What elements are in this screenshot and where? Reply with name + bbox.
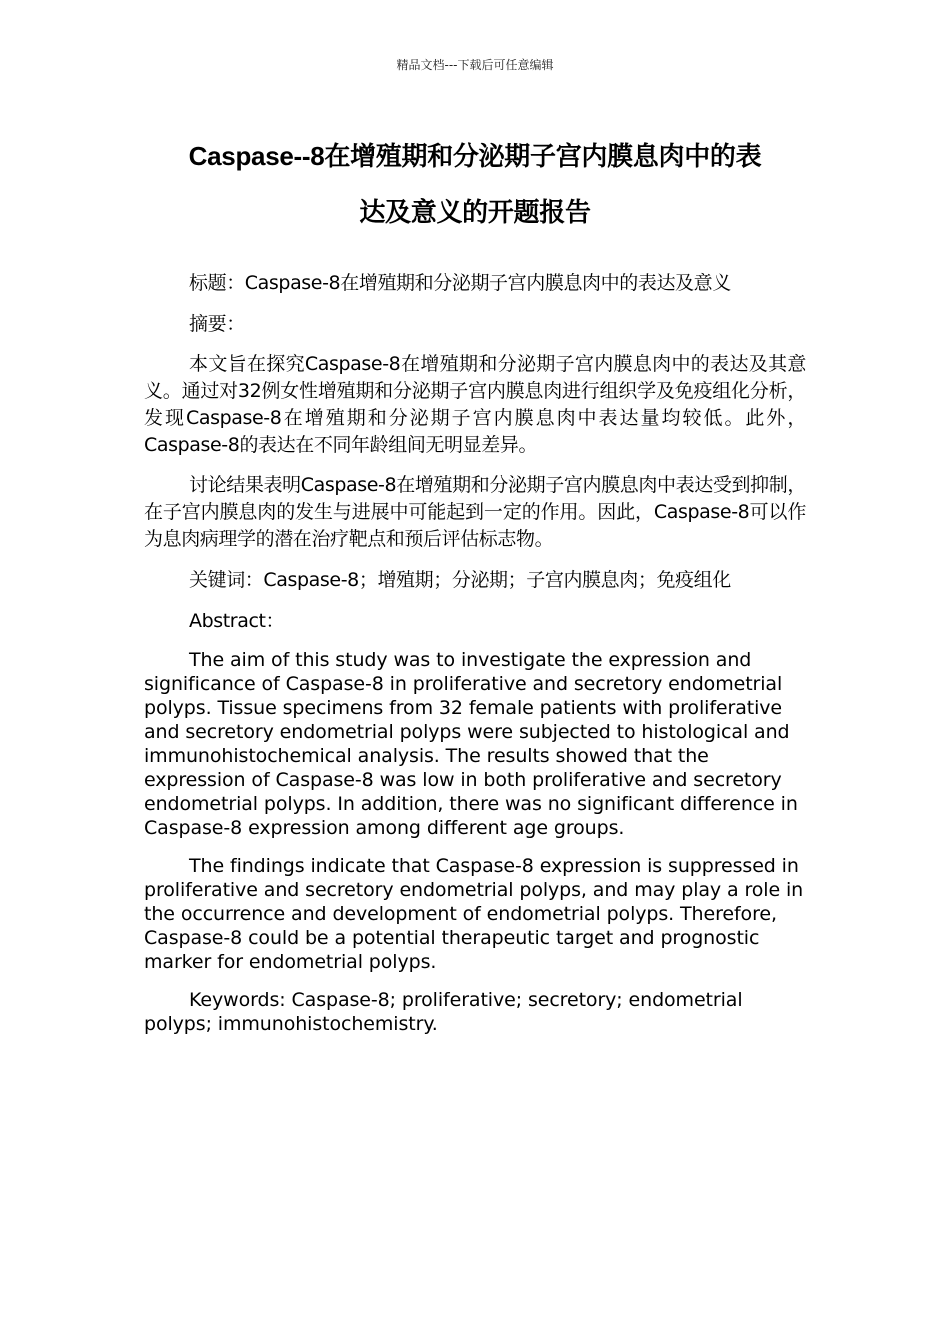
document-body [144, 269, 806, 1050]
document-title-line-1: Caspase--8在增殖期和分泌期子宫内膜息肉中的表 [188, 141, 762, 171]
keywords-cn: 关键词：Caspase-8；增殖期；分泌期；子宫内膜息肉；免疫组化 [189, 569, 731, 591]
keywords-en: Keywords: Caspase-8; proliferative; secretory; endometrial polyps; immunohistochemistry. [144, 989, 743, 1035]
abstract-label-en: Abstract： [189, 610, 285, 632]
abstract-label-cn: 摘要： [189, 313, 245, 335]
abstract-en-paragraph-2: The findings indicate that Caspase-8 expression is suppressed in proliferative and secretory endometrial polyps, and may play a role in the occurrence and development of endometrial polyps. Therefore, Caspase-8 could be a potential therapeutic target and prognostic marker for endometrial polyps. [144, 855, 804, 973]
document-title-line-2: 达及意义的开题报告 [359, 197, 591, 227]
abstract-cn-paragraph-2: 讨论结果表明Caspase-8在增殖期和分泌期子宫内膜息肉中表达受到抑制，在子宫内膜息肉的发生与进展中可能起到一定的作用。因此，Caspase-8可以作为息肉病理学的潜在治疗靶点和预后评估标志物。 [144, 474, 806, 550]
page-header-note: 精品文档---下载后可任意编辑 [396, 58, 554, 72]
abstract-en-paragraph-1: The aim of this study was to investigate the expression and significance of Caspase-8 in proliferative and secretory endometrial polyps. Tissue specimens from 32 female patients with proliferative and secretory endometrial polyps were subjected to histological and immunohistochemical analysis. The results showed that the expression of Caspase-8 was low in both proliferative and secretory endometrial polyps. In addition, there was no significant difference in Caspase-8 expression among different age groups. [144, 649, 798, 839]
title-statement: 标题：Caspase-8在增殖期和分泌期子宫内膜息肉中的表达及意义 [189, 272, 731, 294]
abstract-cn-paragraph-1: 本文旨在探究Caspase-8在增殖期和分泌期子宫内膜息肉中的表达及其意义。通过对32例女性增殖期和分泌期子宫内膜息肉进行组织学及免疫组化分析，发现Caspase-8在增殖期和分泌期子宫内膜息肉中表达量均较低。此外，Caspase-8的表达在不同年龄组间无明显差异。 [144, 353, 806, 456]
